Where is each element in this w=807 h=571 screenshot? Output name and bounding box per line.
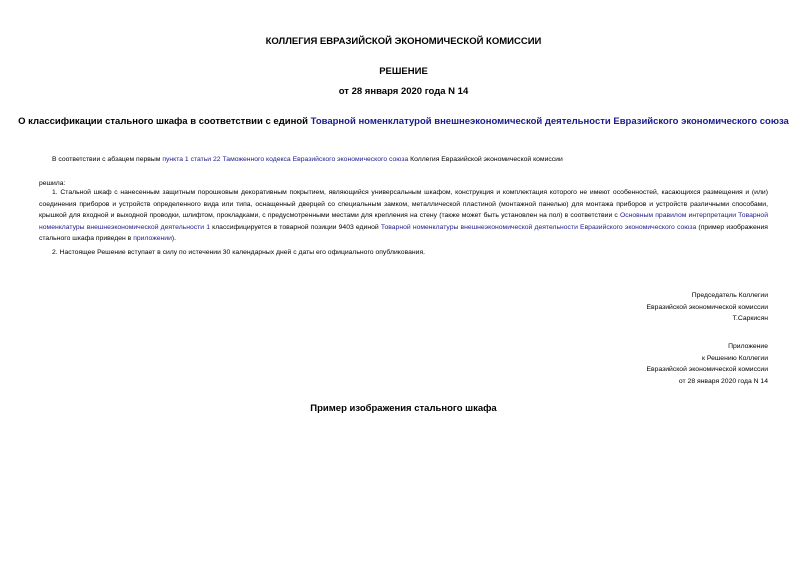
decided-label: решила: — [39, 180, 66, 187]
preamble-text: В соответствии с абзацем первым — [52, 156, 163, 163]
signature-name: Т.Саркисян — [732, 315, 768, 322]
item-1-paragraph — [39, 187, 768, 245]
signature-block — [647, 290, 768, 325]
appendix-ref: к Решению Коллегии — [701, 354, 768, 362]
item-1-text-4: ). — [171, 235, 177, 242]
preamble-paragraph — [52, 154, 772, 166]
appendix-block — [647, 341, 768, 387]
item-1-text-2: классифицируется в товарной позиции 9403 единой — [210, 223, 381, 231]
appendix-date: от 28 января 2020 года N 14 — [678, 377, 768, 385]
tn-ved-link[interactable]: Товарной номенклатуры внешнеэкономической деятельности Евразийского экономического союза — [380, 223, 697, 231]
appendix-label: Приложение — [728, 343, 768, 350]
appendix-link[interactable]: приложении — [133, 235, 172, 242]
doc-type-heading: РЕШЕНИЕ — [379, 66, 428, 77]
doc-date-number: от 28 января 2020 года N 14 — [338, 86, 469, 97]
item-1-text: 1. Стальной шкаф с нанесенным защитным порошковым декоративным покрытием, являющийся универсальным шкафом, конструкция и комплектация которого не имеют особенностей, касающихся размещения и (или) соединения приборов и устройств определенного вида или типа, оснащенный дверцей со специальным замком, металлической пластиной (монтажной панелью) для монтажа приборов и устройств различными способами, крышкой для входной и выходной проводки, шлифтом, прокладками, с предусмотренными местами для крепления на стену (также может быть установлен на пол) в соответствии с — [39, 189, 768, 219]
example-image-title: Пример изображения стального шкафа — [310, 403, 497, 414]
item-2-paragraph: 2. Настоящее Решение вступает в силу по истечении 30 календарных дней с даты его официального опубликования. — [52, 249, 426, 256]
board-heading: КОЛЛЕГИЯ ЕВРАЗИЙСКОЙ ЭКОНОМИЧЕСКОЙ КОМИССИИ — [265, 36, 542, 47]
signature-position: Председатель Коллегии — [691, 292, 768, 299]
preamble-text-end: Коллегия Евразийской экономической комиссии — [408, 156, 563, 163]
customs-code-link[interactable]: пункта 1 статьи 22 Таможенного кодекса Евразийского экономического союза — [162, 156, 409, 163]
doc-title — [0, 116, 807, 127]
item-1-text-3: (пример изображения стального шкафа приведен в — [39, 223, 768, 242]
basic-rule-link[interactable]: Основным правилом интерпретации Товарной номенклатуры внешнеэкономической деятельности 1 — [39, 212, 768, 231]
appendix-organization: Евразийской экономической комиссии — [646, 366, 768, 373]
signature-organization: Евразийской экономической комиссии — [646, 303, 768, 311]
doc-title-link[interactable]: Товарной номенклатурой внешнеэкономической деятельности Евразийского экономического союза — [310, 116, 789, 127]
doc-title-text: О классификации стального шкафа в соответствии с единой — [18, 116, 311, 127]
